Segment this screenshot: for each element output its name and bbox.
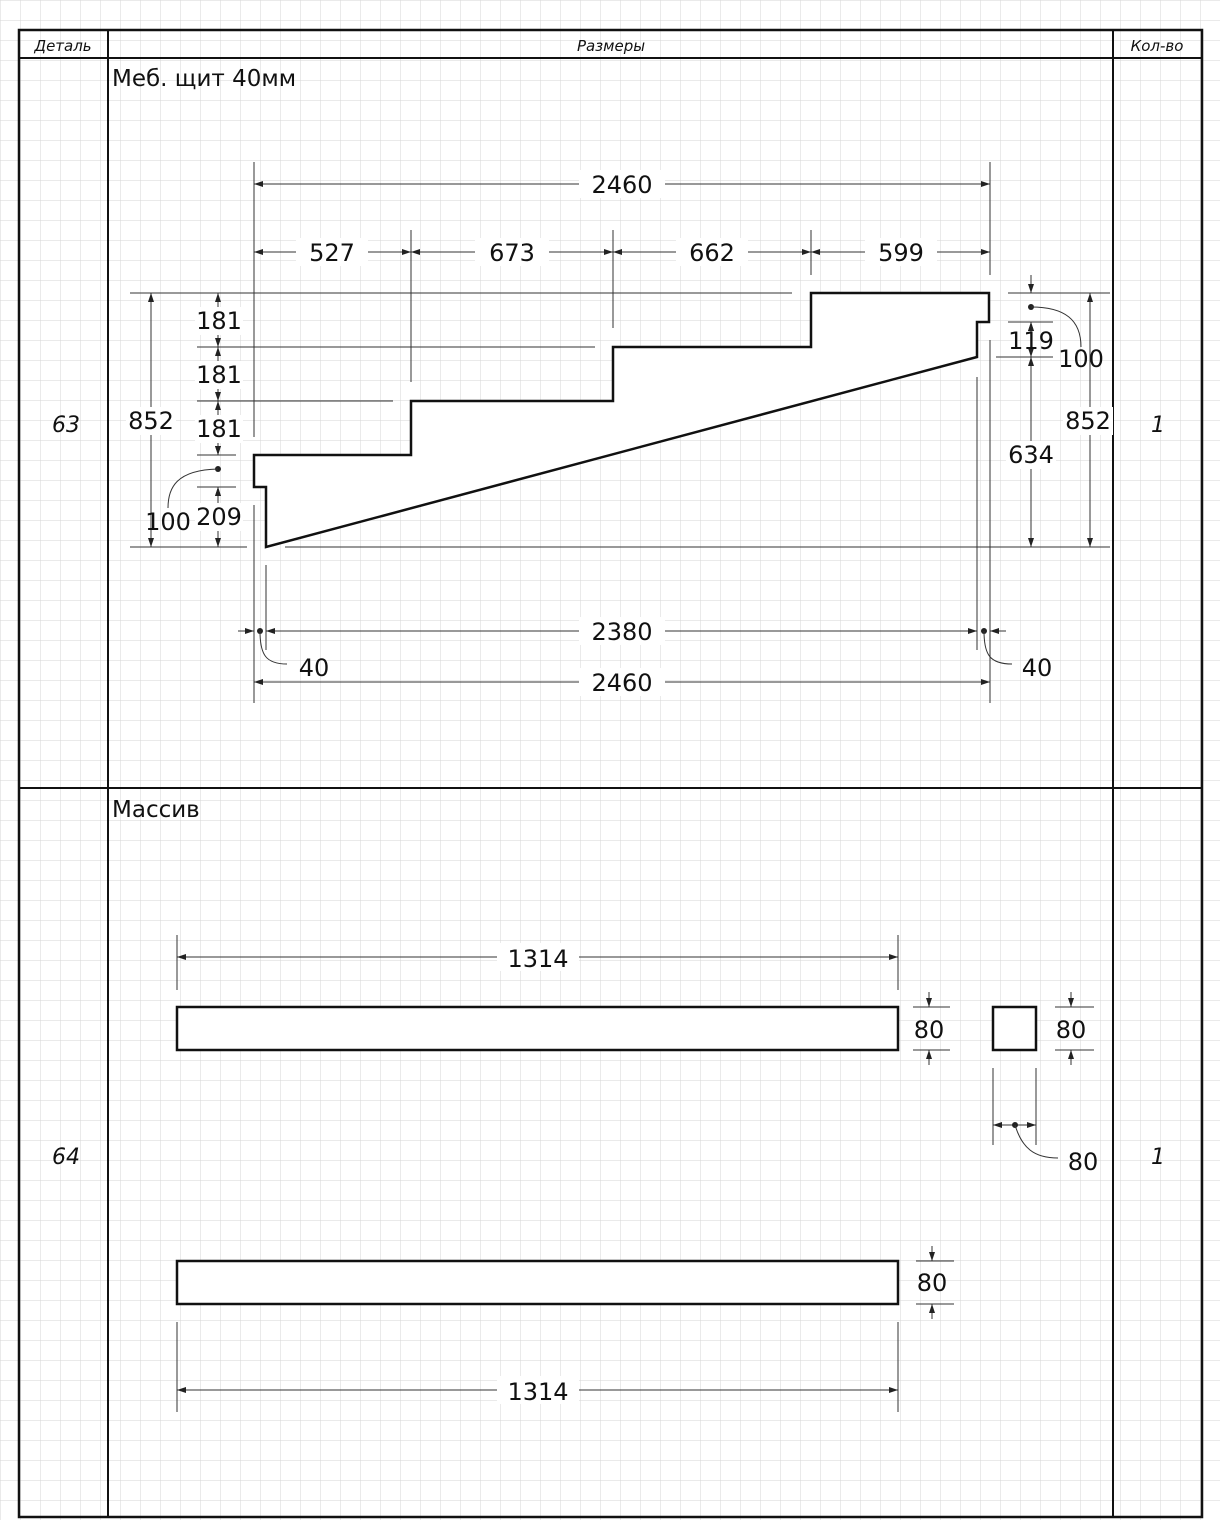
header-detail: Деталь bbox=[34, 37, 92, 55]
dim-height-right: 852 bbox=[1065, 407, 1111, 435]
detail-number: 63 bbox=[52, 413, 80, 438]
timber-cross-section bbox=[993, 1007, 1036, 1050]
dim-rise-3: 181 bbox=[196, 415, 242, 443]
dim-height-left: 852 bbox=[128, 407, 174, 435]
dim-rise-1: 181 bbox=[196, 307, 242, 335]
dim-section-height: 80 bbox=[1055, 1016, 1087, 1044]
dim-bar-2-length: 1314 bbox=[507, 1378, 569, 1406]
timber-bar-2 bbox=[177, 1261, 898, 1304]
dim-right-upper: 119 bbox=[1008, 327, 1054, 355]
material-label: Меб. щит 40мм bbox=[112, 66, 297, 92]
timber-bar-1 bbox=[177, 1007, 898, 1050]
dim-bottom-left: 209 bbox=[196, 503, 242, 531]
dim-step-3: 662 bbox=[689, 239, 735, 267]
quantity-value: 1 bbox=[1151, 413, 1165, 438]
dim-bar-2-height: 80 bbox=[916, 1269, 948, 1297]
dim-total-top: 2460 bbox=[591, 171, 653, 199]
dim-bar-1-height: 80 bbox=[913, 1016, 945, 1044]
dim-step-2: 673 bbox=[489, 239, 535, 267]
dim-bar-1-length: 1314 bbox=[507, 945, 569, 973]
dim-section-width: 80 bbox=[1067, 1148, 1099, 1176]
dim-step-1: 527 bbox=[309, 239, 355, 267]
dim-inner-length: 2380 bbox=[591, 618, 653, 646]
dim-right-lower: 634 bbox=[1008, 441, 1054, 469]
dim-offset-right: 40 bbox=[1021, 654, 1053, 682]
header-sizes: Размеры bbox=[576, 37, 646, 55]
dim-notch-left: 100 bbox=[145, 508, 191, 536]
quantity-value: 1 bbox=[1151, 1145, 1165, 1170]
dim-total-bottom: 2460 bbox=[591, 669, 653, 697]
detail-number: 64 bbox=[52, 1145, 80, 1170]
dim-offset-left: 40 bbox=[298, 654, 330, 682]
header-quantity: Кол-во bbox=[1130, 37, 1184, 55]
dim-notch-right: 100 bbox=[1058, 345, 1104, 373]
dim-rise-2: 181 bbox=[196, 361, 242, 389]
material-label: Массив bbox=[112, 797, 200, 823]
dim-step-4: 599 bbox=[878, 239, 924, 267]
